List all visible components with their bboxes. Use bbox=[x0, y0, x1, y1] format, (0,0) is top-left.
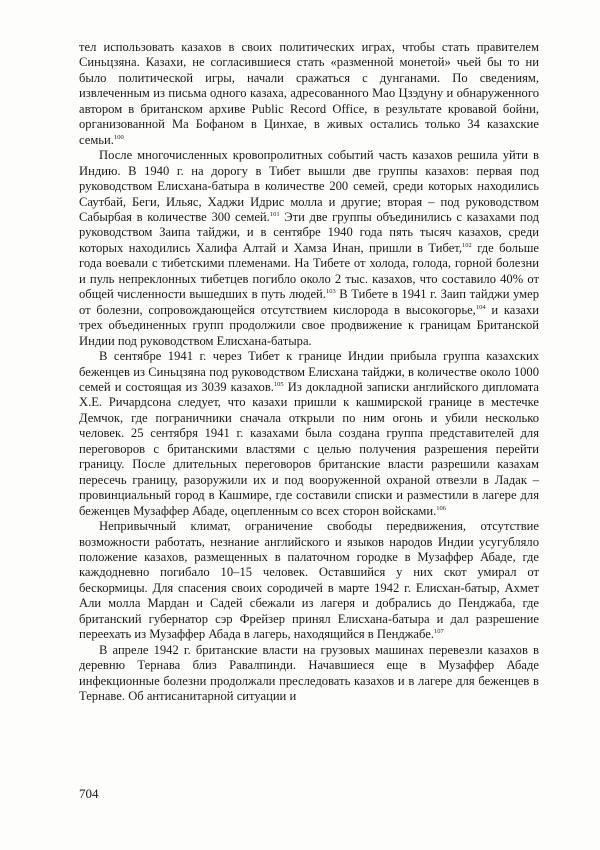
paragraph-text: В апреле 1942 г. британские власти на грузовых машинах перевезли казахов в деревню Тернава близ Равалпинди. Начавшиеся еще в Музаффер Абаде инфекционные болезни продолжали преследовать казахов и в лагере для беженцев в Тернаве. Об антисанитарной ситуации и bbox=[79, 642, 539, 704]
paragraph bbox=[79, 40, 539, 148]
paragraph-text: тел использовать казахов в своих политических играх, чтобы стать правителем Синьцзяна. Казахи, не согласившиеся стать «разменной монетой» чьей бы то ни было политической игры, начали сражаться с дунганами. По сведениям, извлеченным из письма одного казаха, адресованного Мао Цзэдуну и обнаруженного автором в британском архиве Public Record Office, в результате кровавой бойни, организованной Ма Бофаном в Цинхае, в живых остались только 34 казахские семьи. bbox=[79, 40, 539, 147]
footnote-reference: 106 bbox=[436, 504, 447, 512]
paragraph bbox=[79, 349, 539, 519]
footnote-reference: 104 bbox=[475, 303, 486, 311]
paragraph bbox=[79, 148, 539, 349]
paragraph-text: где больше года воевали с тибетскими племенами. На Тибете от холода, голода, горной болезни и пуль непреклонных тибетцев погибло около 2 тыс. казахов, что составило 40% от общей численности вышедших в путь людей. bbox=[79, 240, 540, 302]
page-number: 704 bbox=[79, 786, 99, 801]
paragraph-text: Эти две группы объединились с казахами под руководством Заипа тайджи, и в сентябре 1940 года пять тысяч казахов, среди которых находились Халифа Алтай и Хамза Инан, пришли в Тибет, bbox=[79, 209, 539, 255]
paragraph bbox=[79, 643, 539, 705]
footnote-reference: 103 bbox=[325, 288, 336, 296]
footnote-reference: 101 bbox=[269, 210, 280, 218]
footnote-reference: 100 bbox=[113, 133, 124, 141]
footnote-reference: 105 bbox=[273, 380, 284, 388]
body-text bbox=[79, 40, 539, 704]
paragraph-text: Непривычный климат, ограничение свободы передвижения, отсутствие возможности работать, незнание английского и языков народов Индии усугубляло положение казахов, размещенных в палаточном городке в Музаффер Абаде, где каждодневно погибало 10–15 человек. Оставшийся у них скот умирал от бескормицы. Для спасения своих сородичей в марте 1942 г. Елисхан-батыр, Ахмет Али молла Мардан и Садей сбежали из лагеря и добрались до Пенджаба, где британский губернатор сэр Фрейзер принял Елисхана-батыра и дал разрешение переехать из Музаффер Абада в лагерь, находящийся в Пенджабе. bbox=[79, 519, 539, 642]
paragraph-text: Из докладной записки английского дипломата Х.Е. Ричардсона следует, что казахи пришли к кашмирской границе в местечке Демчок, где пограничники сначала открыли по ним огонь и убили несколько человек. 25 сентября 1941 г. казахами была создана группа представителей для переговоров с британскими властями с целью получения разрешения перейти границу. После длительных переговоров британские власти разрешили казахам пересечь границу, разоружили их и под вооруженной охраной отвезли в Ладак – провинциальный город в Кашмире, где составили списки и разместили в лагере для беженцев Музаффер Абаде, оцепленным со всех сторон войсками. bbox=[79, 379, 539, 518]
paragraph-text: В сентябре 1941 г. через Тибет к границе Индии прибыла группа казахских беженцев из Синьцзяна под руководством Елисхана тайджи, в количестве около 1000 семей и состоящая из 3039 казахов. bbox=[79, 349, 539, 394]
footnote-reference: 107 bbox=[434, 628, 444, 636]
paragraph-text: В Тибете в 1941 г. Заип тайджи умер от болезни, сопровождающейся отсутствием кислорода в высокогорье, bbox=[79, 287, 539, 317]
footnote-reference: 102 bbox=[462, 241, 472, 249]
paragraph bbox=[79, 519, 539, 643]
paragraph-text: После многочисленных кровопролитных событий часть казахов решила уйти в Индию. В 1940 г. на дорогу в Тибет вышли две группы казахов: первая под руководством Елисхана-батыра в количестве 200 семей, среди которых находились Саутбай, Беги, Ильяс, Хаджи Идрис молла и другие; вторая – под руководством Сабырбая в количестве 300 семей. bbox=[79, 148, 539, 224]
paragraph-text: и казахи трех объединенных групп продолжили свое продвижение к границам Британской Индии под руководством Елисхана-батыра. bbox=[79, 302, 539, 348]
